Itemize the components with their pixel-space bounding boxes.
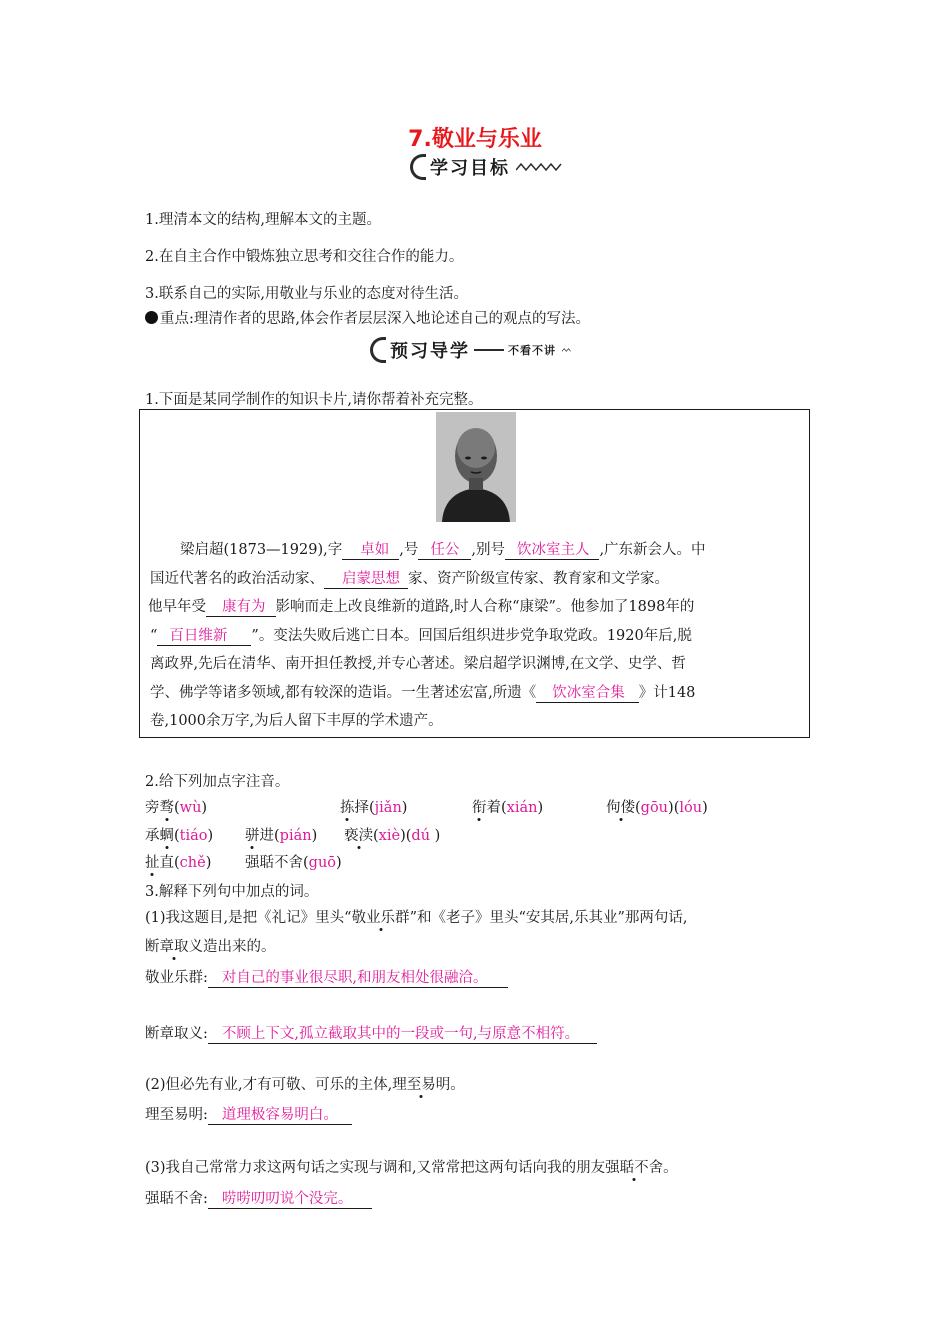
card-text: ”。变法失败后逃亡日本。回国后组织进步党争取党政。1920年后,脱 bbox=[251, 627, 692, 644]
pinyin-item: 旁骛(wù) bbox=[145, 800, 208, 816]
zigzag-decoration-icon bbox=[562, 345, 582, 355]
q3-sentence-1: (1)我这题目,是把《礼记》里头“敬业乐群”和《老子》里头“安其居,乐其业”那两句话, bbox=[145, 910, 688, 926]
answer-jia: 启蒙思想 bbox=[324, 570, 408, 589]
card-text: 》计148 bbox=[638, 684, 696, 701]
objective-3: 3.联系自己的实际,用敬业与乐业的态度对待生活。 bbox=[145, 286, 468, 302]
portrait-image bbox=[436, 412, 516, 522]
card-text: ,别号 bbox=[471, 542, 505, 558]
q1-prompt: 1.下面是某同学制作的知识卡片,请你帮着补充完整。 bbox=[145, 392, 483, 408]
q3-answer-1: 敬业乐群: 对自己的事业很尽职,和朋友相处很融洽。 bbox=[145, 966, 508, 988]
section-banner-preview bbox=[370, 337, 582, 363]
q3-answer-2: 断章取义: 不顾上下文,孤立截取其中的一段或一句,与原意不相符。 bbox=[145, 1022, 597, 1044]
page-title: 7.敬业与乐业 bbox=[408, 127, 542, 152]
answer-ji: 饮冰室合集 bbox=[536, 684, 639, 703]
pinyin-item: 强聒不舍(guō) bbox=[245, 855, 342, 871]
objective-2: 2.在自主合作中锻炼独立思考和交往合作的能力。 bbox=[145, 249, 464, 265]
pinyin-item: 拣择(jiǎn) bbox=[340, 800, 408, 816]
card-text: 国近代著名的政治活动家、 bbox=[150, 570, 324, 587]
answer-weixin: 百日维新 bbox=[157, 627, 251, 646]
card-text: 梁启超(1873—1929),字 bbox=[180, 542, 343, 558]
card-text: ,号 bbox=[399, 542, 419, 558]
q3-sentence-3: (3)我自己常常力求这两句话之实现与调和,又常常把这两句话向我的朋友强聒不舍。 bbox=[145, 1160, 678, 1176]
answer-zi: 卓如 bbox=[342, 541, 399, 560]
banner-bracket-icon bbox=[410, 154, 426, 180]
answer-biehao: 饮冰室主人 bbox=[505, 541, 600, 560]
q3-prompt: 3.解释下列句中加点的词。 bbox=[145, 884, 319, 900]
card-text: 影响而走上改良维新的道路,时人合称“康梁”。他参加了1898年的 bbox=[275, 599, 695, 615]
pinyin-item: 衔着(xián) bbox=[472, 800, 544, 816]
pinyin-item: 骈进(pián) bbox=[245, 828, 318, 844]
pinyin-item: 亵渎(xiè)(dú ) bbox=[344, 828, 441, 844]
keypoint bbox=[145, 307, 590, 328]
card-text: 离政界,先后在清华、南开担任教授,并专心著述。梁启超学识渊博,在文学、史学、哲 bbox=[150, 656, 686, 672]
section-sublabel: 不看不讲 bbox=[508, 344, 556, 357]
card-text: “ bbox=[150, 627, 158, 644]
answer-shou: 康有为 bbox=[206, 598, 276, 617]
section-label: 学习目标 bbox=[430, 158, 510, 179]
answer-jingyelequn: 对自己的事业很尽职,和朋友相处很融洽。 bbox=[208, 969, 508, 988]
banner-bracket-icon bbox=[370, 337, 386, 363]
q3-sentence-1-cont: 断章取义造出来的。 bbox=[145, 939, 276, 955]
card-text: 卷,1000余万字,为后人留下丰厚的学术遗产。 bbox=[150, 713, 443, 729]
zigzag-decoration-icon bbox=[516, 162, 562, 172]
keypoint-text: 重点:理清作者的思路,体会作者层层深入地论述自己的观点的写法。 bbox=[160, 311, 590, 327]
pinyin-item: 佝偻(gōu)(lóu) bbox=[606, 800, 708, 816]
dash-divider bbox=[474, 349, 504, 351]
card-paragraph bbox=[150, 536, 800, 736]
card-text: 学、佛学等诸多领域,都有较深的造诣。一生著述宏富,所遗《 bbox=[150, 684, 537, 701]
pinyin-item: 扯直(chě) bbox=[145, 855, 212, 871]
section-label: 预习导学 bbox=[390, 341, 470, 362]
answer-qiangguobushe: 唠唠叨叨说个没完。 bbox=[208, 1190, 373, 1209]
pinyin-item: 承蜩(tiáo) bbox=[145, 828, 214, 844]
q3-answer-3: 理至易明: 道理极容易明白。 bbox=[145, 1103, 352, 1125]
card-text: ,广东新会人。中 bbox=[599, 542, 706, 558]
card-text: 家、资产阶级宣传家、教育家和文学家。 bbox=[408, 570, 669, 587]
answer-hao: 任公 bbox=[418, 541, 471, 560]
objective-1: 1.理清本文的结构,理解本文的主题。 bbox=[145, 212, 381, 228]
bullet-icon bbox=[145, 311, 158, 324]
answer-duanzhangquyi: 不顾上下文,孤立截取其中的一段或一句,与原意不相符。 bbox=[208, 1025, 597, 1044]
card-text: 他早年受 bbox=[148, 599, 206, 615]
answer-lizhiyiming: 道理极容易明白。 bbox=[208, 1106, 352, 1125]
knowledge-card bbox=[139, 409, 810, 738]
q3-answer-4: 强聒不舍: 唠唠叨叨说个没完。 bbox=[145, 1187, 372, 1209]
q2-prompt: 2.给下列加点字注音。 bbox=[145, 774, 290, 790]
section-banner-objectives bbox=[410, 154, 562, 180]
q3-sentence-2: (2)但必先有业,才有可敬、可乐的主体,理至易明。 bbox=[145, 1077, 465, 1093]
